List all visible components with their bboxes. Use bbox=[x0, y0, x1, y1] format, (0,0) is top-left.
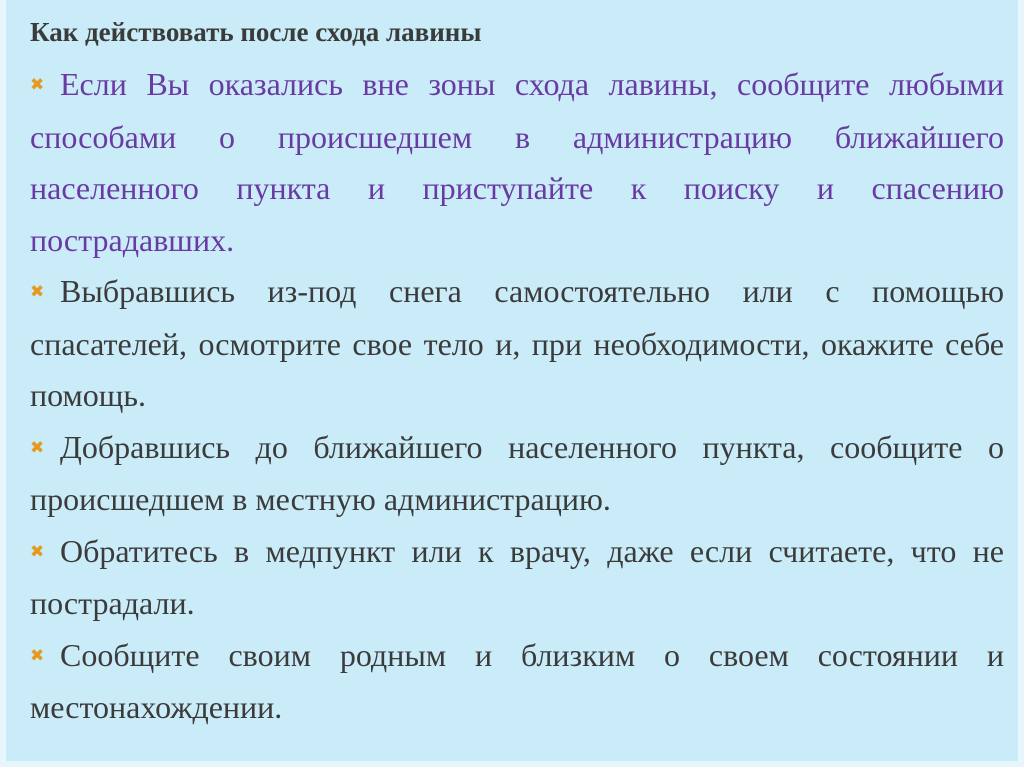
list-item bbox=[30, 526, 1004, 630]
list-item-text: Добравшись до ближайшего населенного пункта, сообщите о происшедшем в местную администрацию. bbox=[30, 428, 1004, 517]
list-item bbox=[30, 630, 1004, 734]
cross-bullet-icon: ✖ bbox=[30, 437, 45, 458]
bullet-list bbox=[30, 59, 1004, 734]
list-item-text: Выбравшись из-под снега самостоятельно или с помощью спасателей, осмотрите свое тело и, при необходимости, окажите себе помощь. bbox=[30, 273, 1004, 413]
list-item-text: Если Вы оказались вне зоны схода лавины, сообщите любыми способами о происшедшем в администрацию ближайшего населенного пункта и приступайте к поиску и спасению пострадавших. bbox=[30, 66, 1004, 258]
list-item-text: Обратитесь в медпункт или к врачу, даже если считаете, что не пострадали. bbox=[30, 532, 1004, 621]
list-item bbox=[30, 422, 1004, 526]
cross-bullet-icon: ✖ bbox=[30, 282, 45, 302]
cross-bullet-icon: ✖ bbox=[30, 75, 45, 95]
cross-bullet-icon: ✖ bbox=[30, 541, 45, 562]
list-item bbox=[30, 59, 1004, 266]
list-item-text: Сообщите своим родным и близким о своем состоянии и местонахождении. bbox=[30, 636, 1004, 725]
cross-bullet-icon: ✖ bbox=[30, 645, 45, 666]
slide-title: Как действовать после схода лавины bbox=[30, 17, 482, 47]
list-item bbox=[30, 266, 1004, 422]
